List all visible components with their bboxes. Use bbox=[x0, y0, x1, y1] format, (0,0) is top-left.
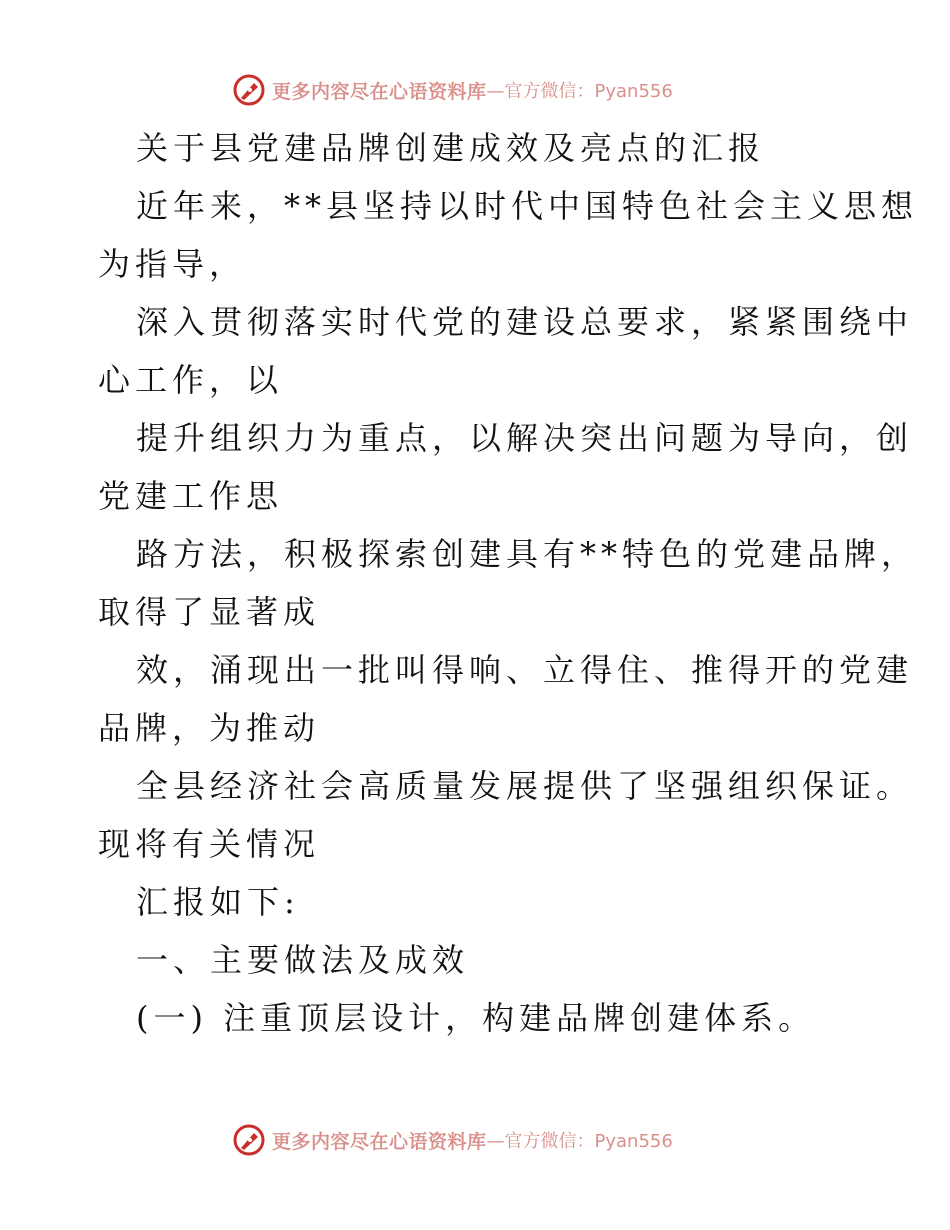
watermark-main-text: 更多内容尽在心语资料库 bbox=[272, 80, 487, 103]
paragraph-line: 党建工作思 bbox=[98, 477, 284, 515]
paragraph-line: 心工作，以 bbox=[98, 361, 284, 399]
watermark-contact-text: —官方微信：Pyan556 bbox=[486, 1131, 673, 1152]
watermark-contact-text: —官方微信：Pyan556 bbox=[486, 81, 673, 102]
paragraph-line: 汇报如下: bbox=[136, 883, 300, 921]
pen-nib-logo-icon bbox=[232, 73, 266, 107]
paragraph-line: 全县经济社会高质量发展提供了坚强组织保证。 bbox=[136, 767, 914, 805]
pen-nib-logo-icon bbox=[232, 1123, 266, 1157]
paragraph-line: 近年来，**县坚持以时代中国特色社会主义思想 bbox=[136, 187, 919, 225]
watermark-header bbox=[232, 72, 673, 108]
paragraph-line: 提升组织力为重点，以解决突出问题为导向，创 bbox=[136, 419, 914, 457]
section-heading: 一、主要做法及成效 bbox=[136, 941, 470, 979]
subsection-heading: (一) 注重顶层设计，构建品牌创建体系。 bbox=[136, 999, 816, 1037]
paragraph-line: 为指导， bbox=[98, 245, 247, 283]
document-title: 关于县党建品牌创建成效及亮点的汇报 bbox=[136, 129, 766, 167]
paragraph-line: 现将有关情况 bbox=[98, 825, 321, 863]
paragraph-line: 品牌，为推动 bbox=[98, 709, 321, 747]
paragraph-line: 路方法，积极探索创建具有**特色的党建品牌， bbox=[136, 535, 919, 573]
watermark-footer bbox=[232, 1122, 673, 1158]
paragraph-line: 深入贯彻落实时代党的建设总要求，紧紧围绕中 bbox=[136, 303, 914, 341]
paragraph-line: 效，涌现出一批叫得响、立得住、推得开的党建 bbox=[136, 651, 914, 689]
watermark-main-text: 更多内容尽在心语资料库 bbox=[272, 1130, 487, 1153]
paragraph-line: 取得了显著成 bbox=[98, 593, 321, 631]
